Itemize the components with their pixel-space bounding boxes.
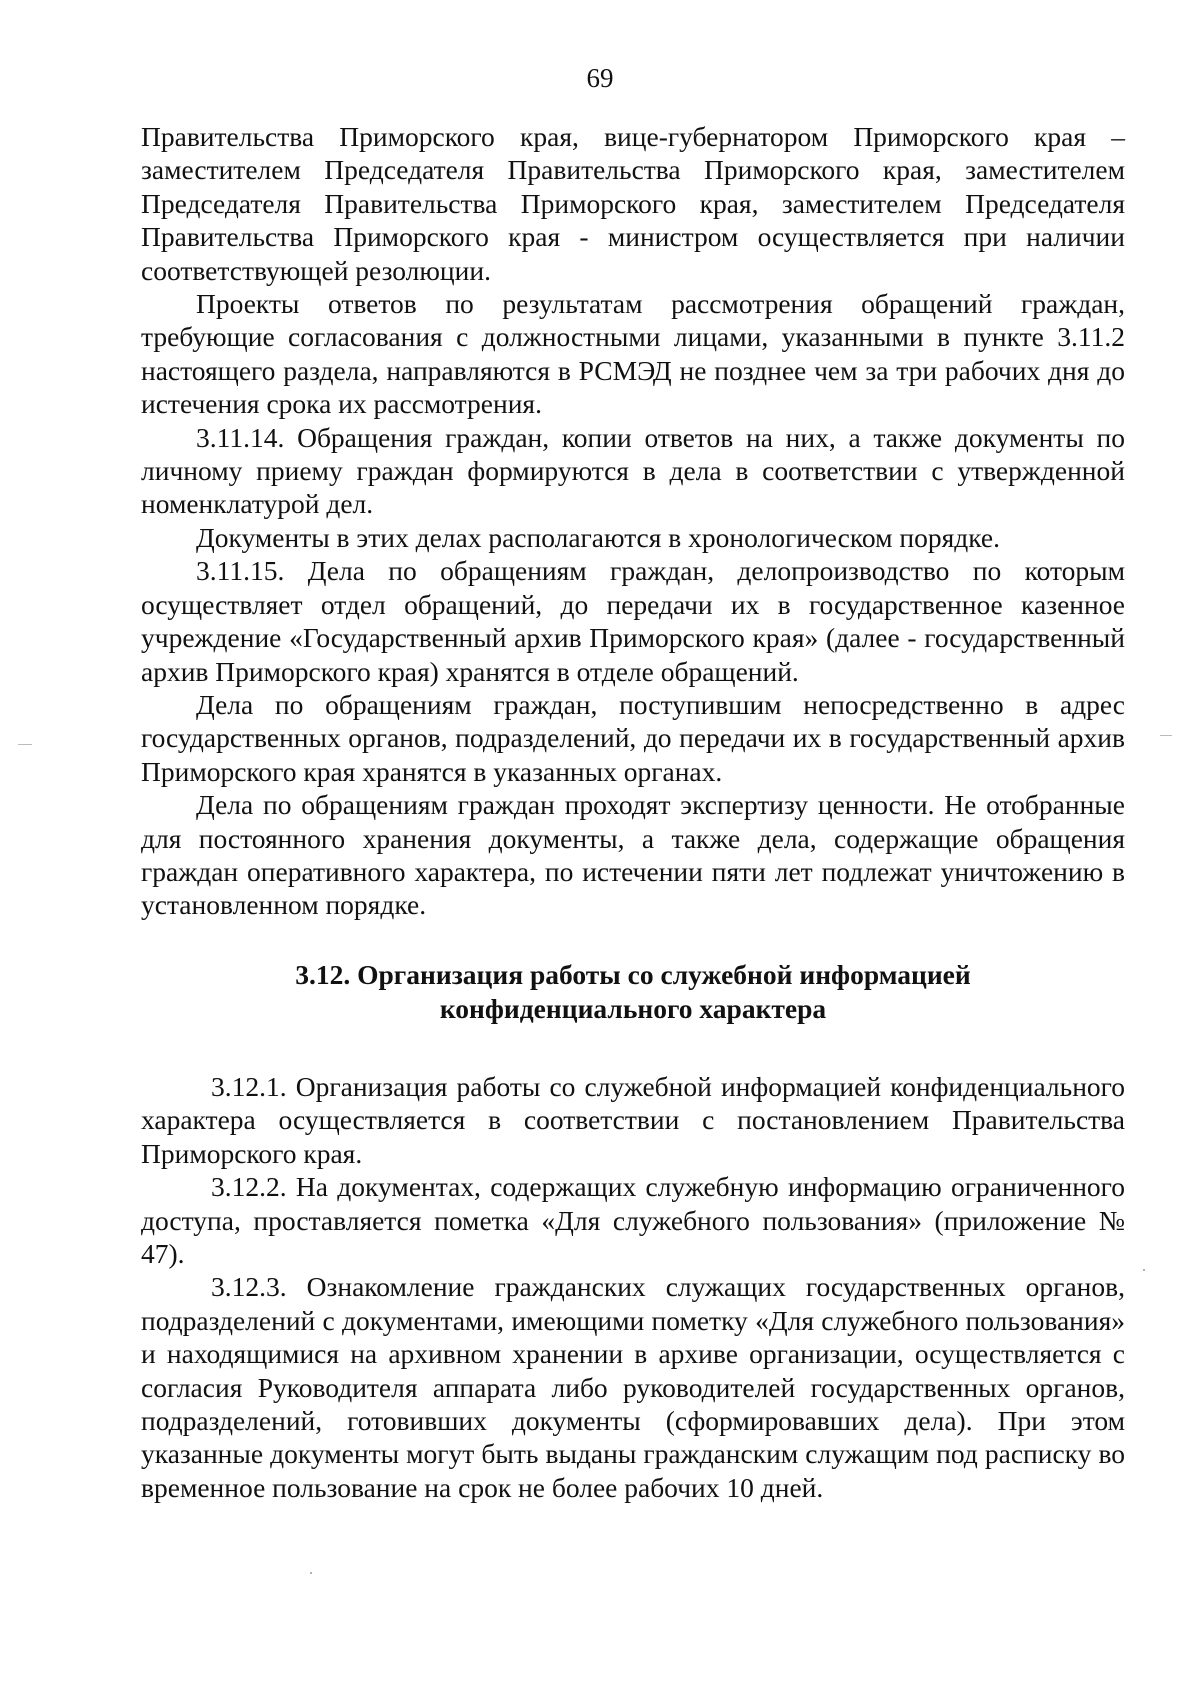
scan-speck bbox=[310, 1572, 312, 1574]
scan-speck bbox=[1143, 1269, 1145, 1271]
section-heading-line: 3.12. Организация работы со служебной информацией bbox=[295, 959, 971, 990]
paragraph: Правительства Приморского края, вице-губернатором Приморского края – заместителем Председателя Правительства Приморского края, заместителем Председателя Правительства Приморского края, заместителем Председателя Правительства Приморского края - министром осуществляется при наличии соответствующей резолюции. bbox=[141, 121, 1125, 286]
section-heading bbox=[141, 958, 1125, 1026]
section-heading-line: конфиденциального характера bbox=[439, 993, 827, 1024]
paragraph: 3.12.2. На документах, содержащих служебную информацию ограниченного доступа, проставляется пометка «Для служебного пользования» (приложение № 47). bbox=[141, 1171, 1125, 1270]
scan-margin-mark bbox=[18, 744, 32, 745]
paragraph: 3.11.15. Дела по обращениям граждан, делопроизводство по которым осуществляет отдел обращений, до передачи их в государственное казенное учреждение «Государственный архив Приморского края» (далее - государственный архив Приморского края) хранятся в отделе обращений. bbox=[141, 555, 1125, 687]
paragraph: Проекты ответов по результатам рассмотрения обращений граждан, требующие согласования с должностными лицами, указанными в пункте 3.11.2 настоящего раздела, направляются в РСМЭД не позднее чем за три рабочих дня до истечения срока их рассмотрения. bbox=[141, 288, 1125, 420]
paragraph: Дела по обращениям граждан проходят экспертизу ценности. Не отобранные для постоянного хранения документы, а также дела, содержащие обращения граждан оперативного характера, по истечении пяти лет подлежат уничтожению в установленном порядке. bbox=[141, 789, 1125, 921]
paragraph: 3.12.3. Ознакомление гражданских служащих государственных органов, подразделений с документами, имеющими пометку «Для служебного пользования» и находящимися на архивном хранении в архиве организации, осуществляется с согласия Руководителя аппарата либо руководителей государственных органов, подразделений, готовивших документы (сформировавших дела). При этом указанные документы могут быть выданы гражданским служащим под расписку во временное пользование на срок не более рабочих 10 дней. bbox=[141, 1271, 1125, 1503]
paragraph: Дела по обращениям граждан, поступившим непосредственно в адрес государственных органов, подразделений, до передачи их в государственный архив Приморского края хранятся в указанных органах. bbox=[141, 688, 1125, 787]
paragraph: Документы в этих делах располагаются в хронологическом порядке. bbox=[196, 521, 1000, 553]
page-number: 69 bbox=[586, 63, 614, 93]
body-text-block bbox=[141, 120, 1125, 922]
paragraph: 3.11.14. Обращения граждан, копии ответов на них, а также документы по личному приему граждан формируются в дела в соответствии с утвержденной номенклатурой дел. bbox=[141, 421, 1125, 520]
scan-margin-mark bbox=[1160, 735, 1172, 736]
paragraph: 3.12.1. Организация работы со служебной информацией конфиденциального характера осуществляется в соответствии с постановлением Правительства Приморского края. bbox=[141, 1071, 1125, 1169]
section-body-text-block bbox=[141, 1070, 1125, 1504]
